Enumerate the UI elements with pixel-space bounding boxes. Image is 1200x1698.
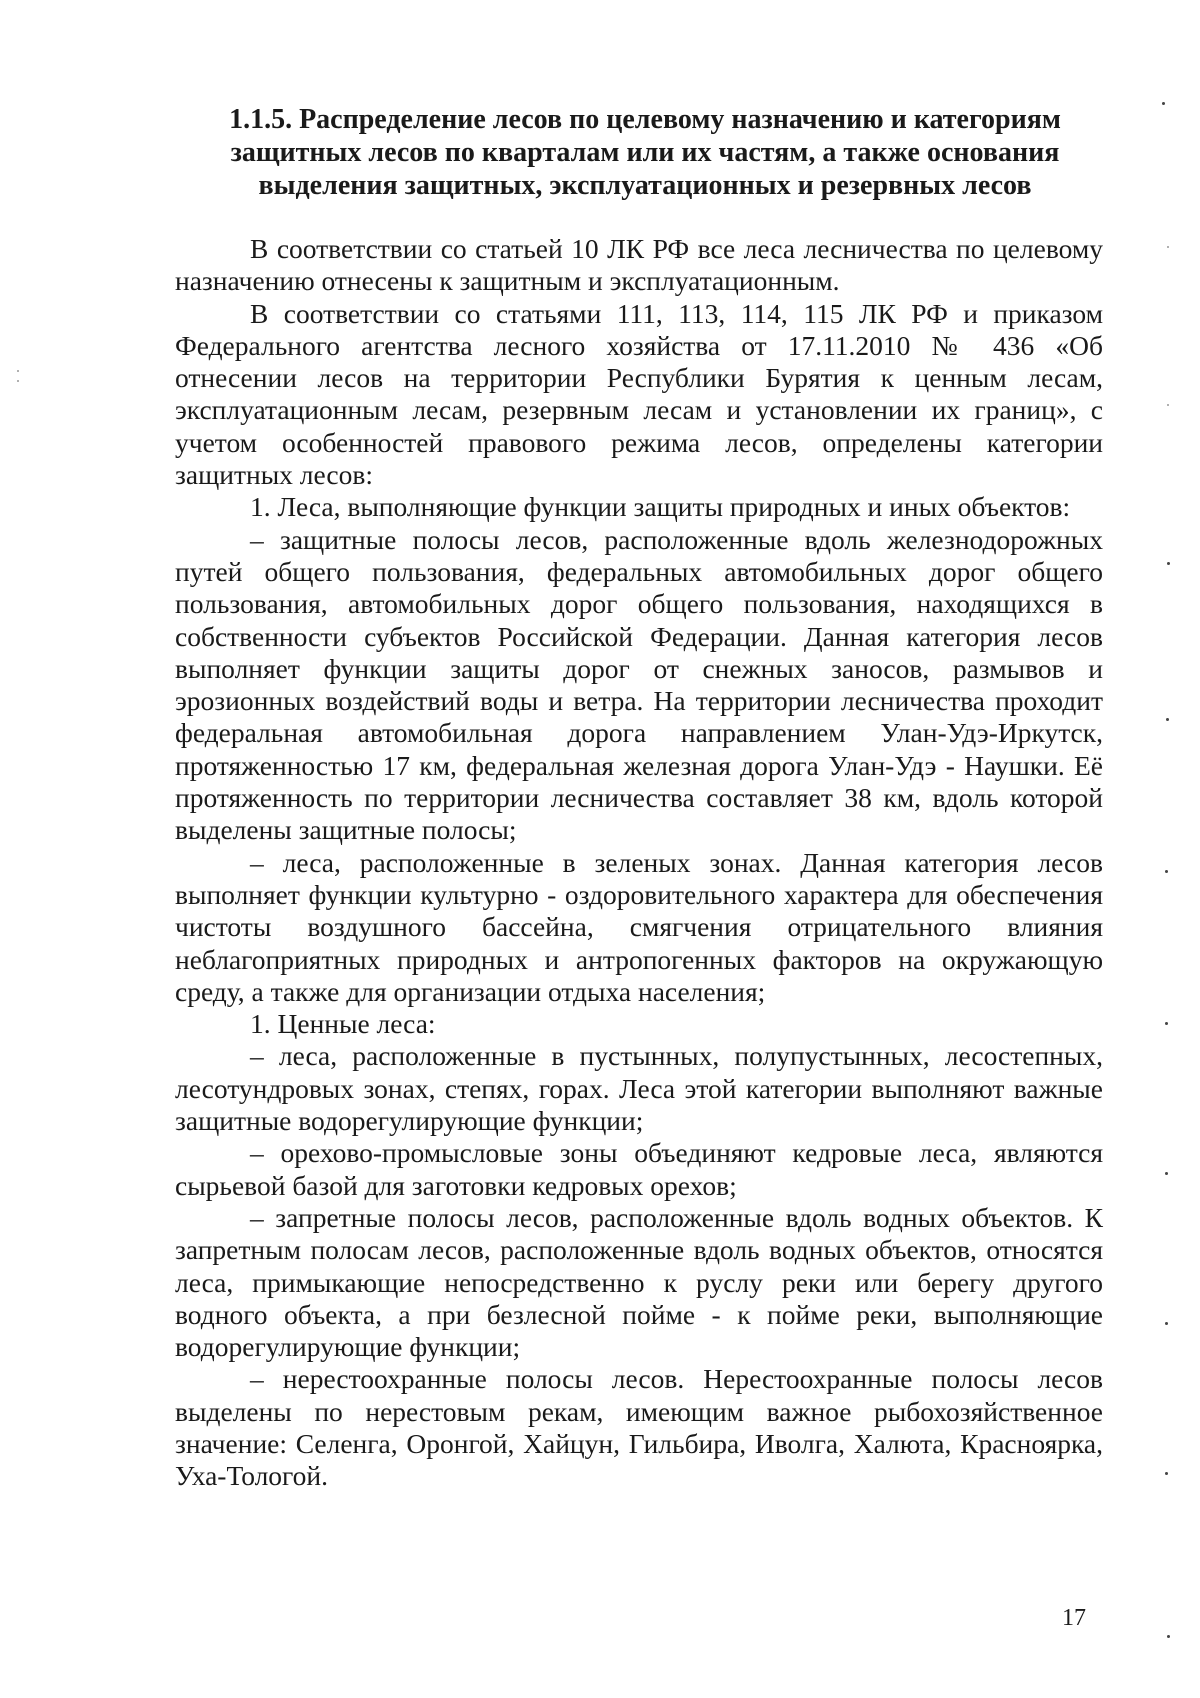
scan-speck [1167, 404, 1169, 406]
paragraph-intro: В соответствии со статьей 10 ЛК РФ все леса лесничества по целевому назначению отнесены к защитным и эксплуатационным. [175, 233, 1103, 297]
scan-speck [1165, 1172, 1168, 1175]
scan-speck [1165, 1022, 1168, 1025]
paragraph-water-strips: – запретные полосы лесов, расположенные вдоль водных объектов. К запретным полосам лесов, расположенные вдоль водных объектов, относятся леса, примыкающие непосредственно к руслу реки или берегу другого водного объекта, а при безлесной пойме - к пойме реки, выполняющие водорегулирующие функции; [175, 1201, 1103, 1363]
scan-speck [1162, 102, 1165, 105]
paragraph-green-zones: – леса, расположенные в зеленых зонах. Данная категория лесов выполняет функции культурно - оздоровительного характера для обеспечения чистоты воздушного бассейна, смягчения отрицательного влияния неблагоприятных природных и антропогенных факторов на окружающую среду, а также для организации отдыха населения; [175, 846, 1103, 1007]
heading-line-2: защитных лесов по кварталам или их частям, а также основания [230, 137, 1060, 168]
paragraph-nut-zones: – орехово-промысловые зоны объединяют кедровые леса, являются сырьевой базой для заготовки кедровых орехов; [175, 1137, 1103, 1201]
scan-speck [1165, 1322, 1168, 1325]
heading-line-1: 1.1.5. Распределение лесов по целевому назначению и категориям [229, 104, 1061, 135]
paragraph-category-1: 1. Леса, выполняющие функции защиты природных и иных объектов: [250, 491, 1071, 523]
scan-speck [1167, 246, 1169, 248]
page-number: 17 [1062, 1605, 1086, 1631]
scan-speck [1166, 718, 1169, 721]
paragraph-legal-basis: В соответствии со статьями 111, 113, 114, 115 ЛК РФ и приказом Федерального агентства лесного хозяйства от 17.11.2010 № 436 «Об отнесении лесов на территории Республики Бурятия к ценным лесам, эксплуатационным лесам, резервным лесам и установлении их границ», с учетом особенностей правового режима лесов, определены категории защитных лесов: [175, 297, 1103, 491]
section-heading [180, 103, 1110, 202]
scan-speck [17, 380, 19, 382]
paragraph-protective-strips: – защитные полосы лесов, расположенные вдоль железнодорожных путей общего пользования, федеральных автомобильных дорог общего пользования, автомобильных дорог общего пользования, находящихся в собственности субъектов Российской Федерации. Данная категория лесов выполняет функции защиты дорог от снежных заносов, размывов и эрозионных воздействий воды и ветра. На территории лесничества проходит федеральная автомобильная дорога направлением Улан-Удэ-Иркутск, протяженностью 17 км, федеральная железная дорога Улан-Удэ - Наушки. Её протяженность по территории лесничества составляет 38 км, вдоль которой выделены защитные полосы; [175, 523, 1103, 846]
scan-speck [17, 370, 19, 372]
scan-speck [1165, 870, 1168, 873]
scan-speck [1165, 1472, 1168, 1475]
heading-line-3: выделения защитных, эксплуатационных и резервных лесов [258, 170, 1032, 201]
scan-speck [1167, 1635, 1170, 1638]
paragraph-spawning-strips: – нерестоохранные полосы лесов. Нерестоохранные полосы лесов выделены по нерестовым рекам, имеющим важное рыбохозяйственное значение: Селенга, Оронгой, Хайцун, Гильбира, Иволга, Халюта, Красноярка, Уха-Тологой. [175, 1363, 1103, 1492]
paragraph-valuable-forests: 1. Ценные леса: [250, 1008, 436, 1040]
scan-speck [1167, 562, 1170, 565]
body-text [175, 233, 1103, 1493]
paragraph-steppe-forests: – леса, расположенные в пустынных, полупустынных, лесостепных, лесотундровых зонах, степях, горах. Леса этой категории выполняют важные защитные водорегулирующие функции; [175, 1040, 1103, 1137]
